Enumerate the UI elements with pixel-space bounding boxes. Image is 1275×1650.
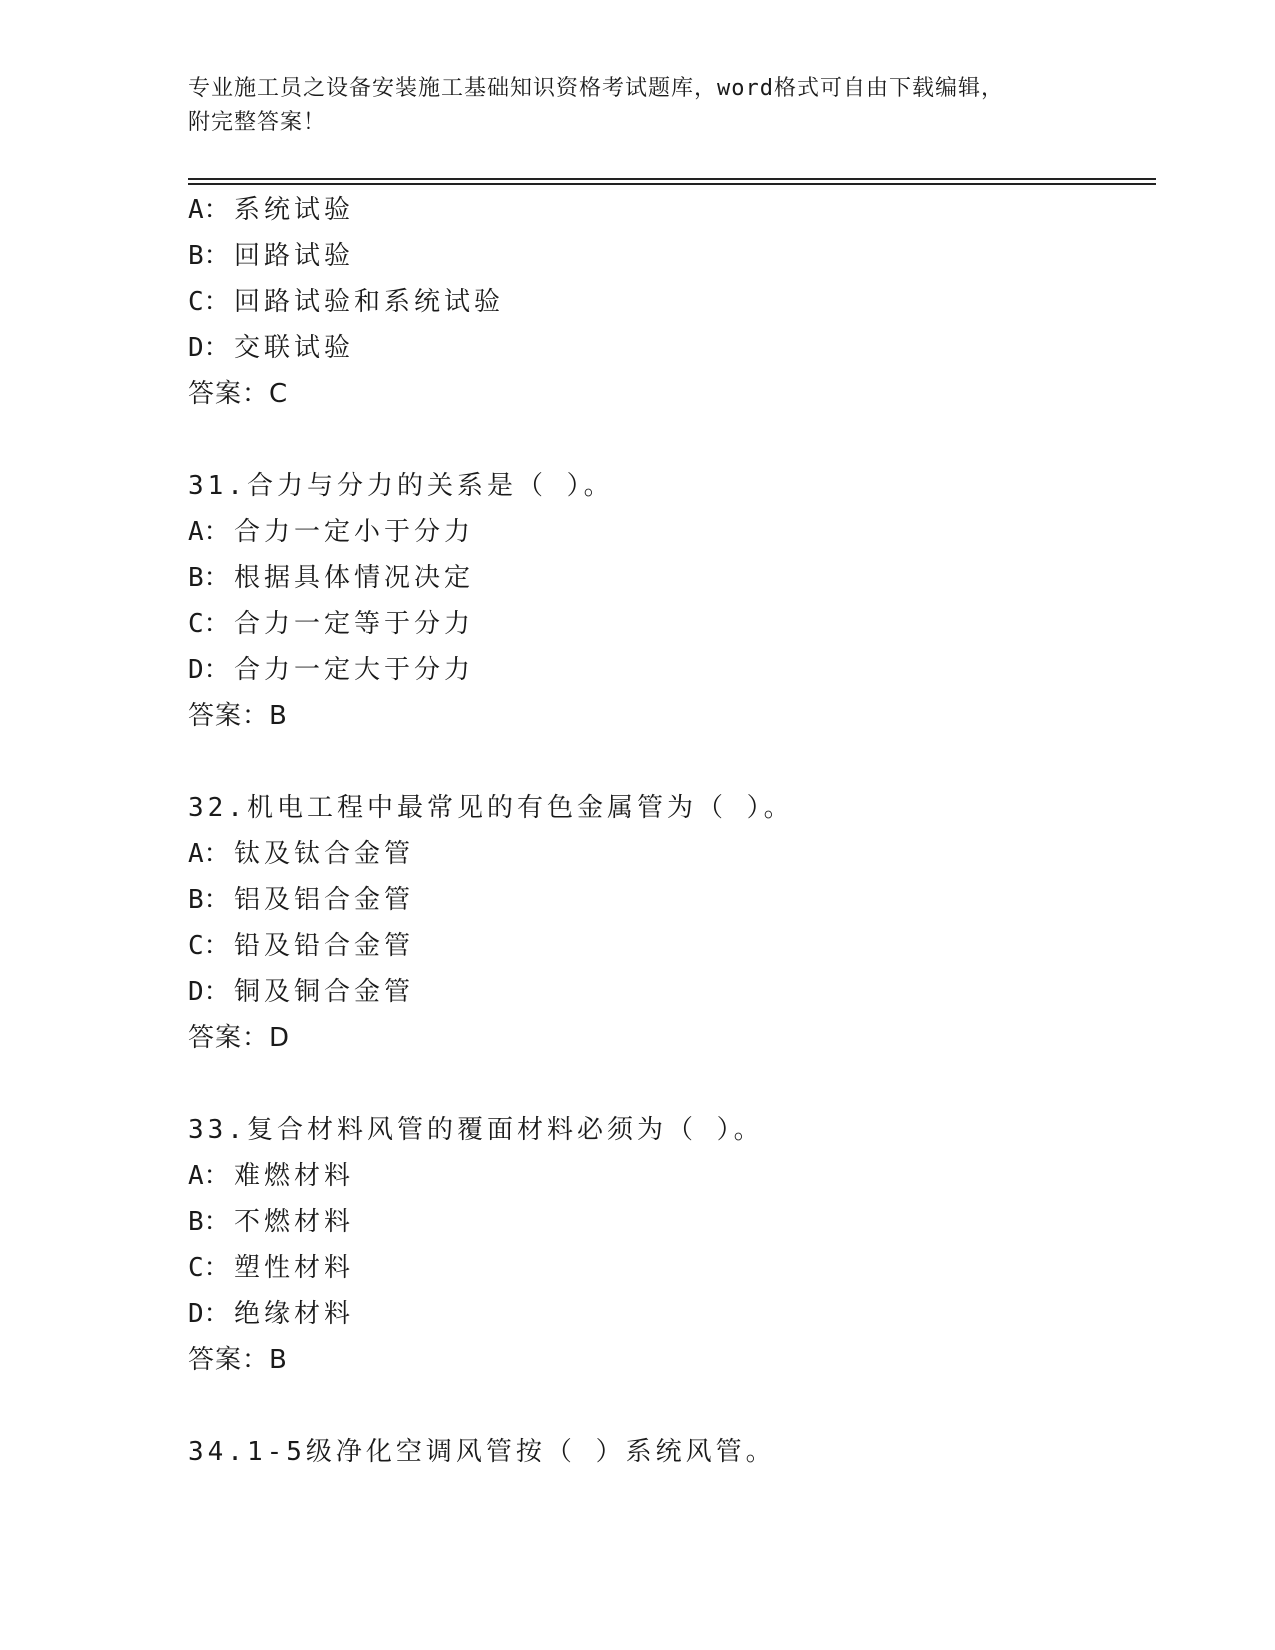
header-divider-bottom: [188, 183, 1156, 185]
question-block: [188, 187, 1156, 417]
option-key: B：: [188, 563, 230, 593]
option-key: C：: [188, 931, 230, 961]
option-text: 回路试验: [234, 241, 355, 271]
option-text: 合力一定等于分力: [234, 609, 475, 639]
option-text: 合力一定大于分力: [234, 655, 475, 685]
question-list: [188, 187, 1156, 1475]
header-line-1: 专业施工员之设备安装施工基础知识资格考试题库，word格式可自由下载编辑，: [188, 76, 1004, 101]
option-c: [188, 923, 1156, 969]
option-c: [188, 279, 1156, 325]
question-block: [188, 785, 1156, 1061]
option-text: 铝及铝合金管: [234, 885, 415, 915]
option-key: C：: [188, 609, 230, 639]
question-text: 33.复合材料风管的覆面材料必须为（ ）。: [188, 1115, 764, 1145]
option-text: 绝缘材料: [234, 1299, 355, 1329]
option-d: [188, 1291, 1156, 1337]
option-c: [188, 601, 1156, 647]
option-a: [188, 831, 1156, 877]
block-spacer: [188, 1383, 1156, 1429]
option-a: [188, 1153, 1156, 1199]
question-block: [188, 1107, 1156, 1383]
option-key: D：: [188, 333, 230, 363]
option-key: C：: [188, 287, 230, 317]
option-text: 铅及铅合金管: [234, 931, 415, 961]
answer-line: 答案：B: [188, 701, 288, 731]
option-key: D：: [188, 655, 230, 685]
option-a: [188, 509, 1156, 555]
header-divider-top: [188, 178, 1156, 180]
option-key: D：: [188, 1299, 230, 1329]
question-block: [188, 1429, 1156, 1475]
option-b: [188, 877, 1156, 923]
block-spacer: [188, 1061, 1156, 1107]
question-text: 32.机电工程中最常见的有色金属管为（ ）。: [188, 793, 794, 823]
option-text: 不燃材料: [234, 1207, 355, 1237]
answer-line: 答案：D: [188, 1023, 291, 1053]
question-text: 31.合力与分力的关系是（ ）。: [188, 471, 614, 501]
option-text: 铜及铜合金管: [234, 977, 415, 1007]
header-line-2: 附完整答案！: [188, 110, 327, 135]
option-d: [188, 969, 1156, 1015]
block-spacer: [188, 417, 1156, 463]
question-block: [188, 463, 1156, 739]
option-b: [188, 233, 1156, 279]
option-text: 难燃材料: [234, 1161, 355, 1191]
option-key: D：: [188, 977, 230, 1007]
option-key: A：: [188, 1161, 230, 1191]
option-key: A：: [188, 839, 230, 869]
option-text: 合力一定小于分力: [234, 517, 475, 547]
option-key: B：: [188, 241, 230, 271]
answer-line: 答案：B: [188, 1345, 288, 1375]
option-text: 系统试验: [234, 195, 355, 225]
option-d: [188, 325, 1156, 371]
option-key: A：: [188, 517, 230, 547]
option-text: 回路试验和系统试验: [234, 287, 505, 317]
block-spacer: [188, 739, 1156, 785]
question-text: 34.1-5级净化空调风管按（ ）系统风管。: [188, 1437, 776, 1467]
answer-line: 答案：C: [188, 379, 289, 409]
option-key: B：: [188, 885, 230, 915]
option-b: [188, 1199, 1156, 1245]
option-text: 交联试验: [234, 333, 355, 363]
option-key: C：: [188, 1253, 230, 1283]
option-c: [188, 1245, 1156, 1291]
option-d: [188, 647, 1156, 693]
option-b: [188, 555, 1156, 601]
option-text: 根据具体情况决定: [234, 563, 475, 593]
document-header: [188, 72, 1088, 140]
option-key: B：: [188, 1207, 230, 1237]
option-text: 塑性材料: [234, 1253, 355, 1283]
option-a: [188, 187, 1156, 233]
option-key: A：: [188, 195, 230, 225]
option-text: 钛及钛合金管: [234, 839, 415, 869]
